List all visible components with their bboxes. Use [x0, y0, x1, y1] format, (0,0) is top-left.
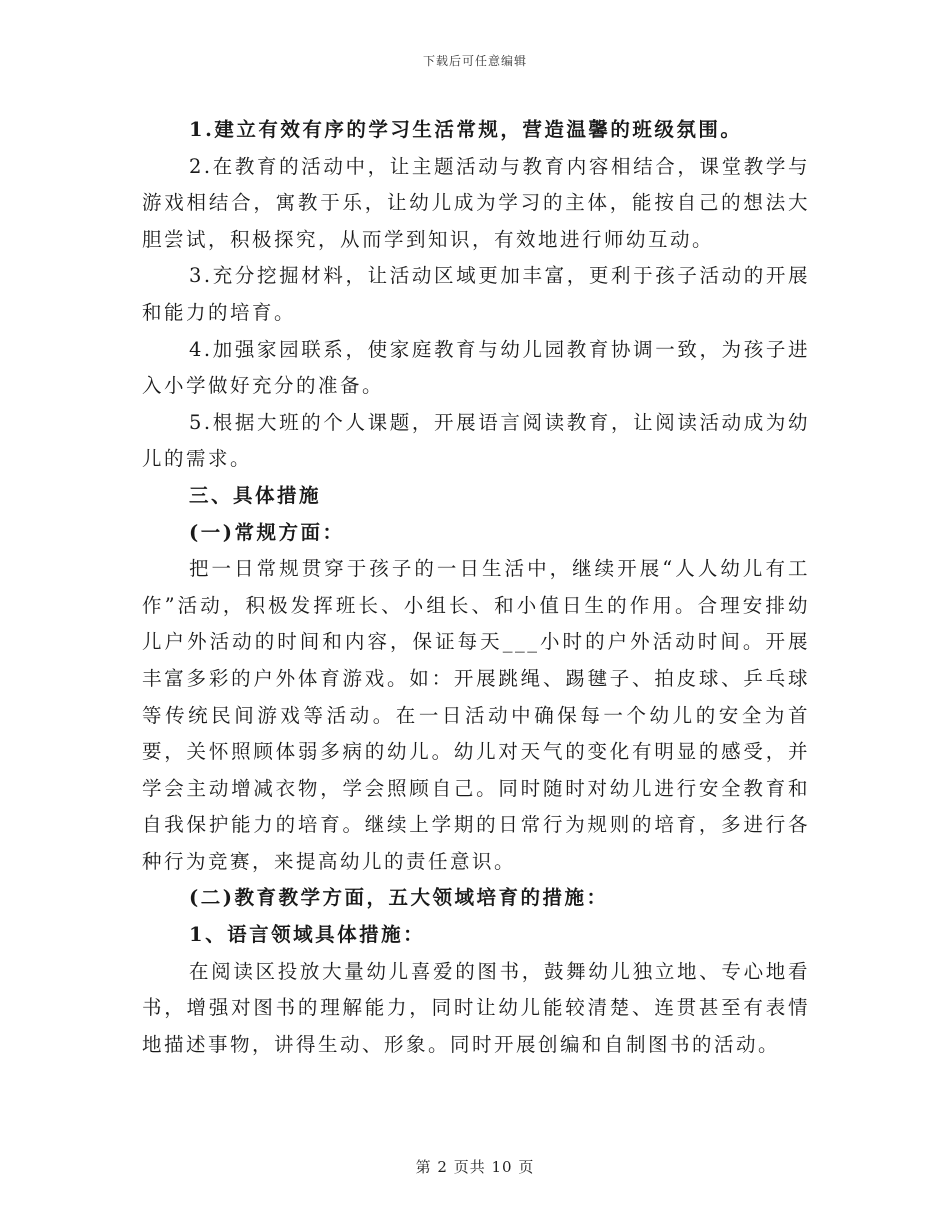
page-number-footer: 第 2 页共 10 页 [415, 1158, 535, 1176]
goal-5-paragraph: 5.根据大班的个人课题，开展语言阅读教育，让阅读活动成为幼儿的需求。 [142, 410, 810, 471]
goal-2-paragraph: 2.在教育的活动中，让主题活动与教育内容相结合，课堂教学与游戏相结合，寓教于乐，让幼儿成为学习的主体，能按自己的想法大胆尝试，积极探究，从而学到知识，有效地进行师幼互动。 [142, 154, 810, 251]
language-domain-subheading: 1、语言领域具体措施： [189, 923, 426, 947]
language-domain-paragraph: 在阅读区投放大量幼儿喜爱的图书，鼓舞幼儿独立地、专心地看书，增强对图书的理解能力，同时让幼儿能较清楚、连贯甚至有表情地描述事物，讲得生动、形象。同时开展创编和自制图书的活动。 [142, 959, 810, 1056]
section-3-heading: 三、具体措施 [189, 483, 322, 507]
goal-3-paragraph: 3.充分挖掘材料，让活动区域更加丰富，更利于孩子活动的开展和能力的培育。 [142, 264, 810, 324]
routine-subheading: (一)常规方面： [189, 520, 345, 544]
routine-paragraph: 把一日常规贯穿于孩子的一日生活中，继续开展“人人幼儿有工作”活动，积极发挥班长、小组长、和小值日生的作用。合理安排幼儿户外活动的时间和内容，保证每天___小时的户外活动时间。开展丰富多彩的户外体育游戏。如：开展跳绳、踢毽子、拍皮球、乒乓球等传统民间游戏等活动。在一日活动中确保每一个幼儿的安全为首要，关怀照顾体弱多病的幼儿。幼儿对天气的变化有明显的感受，并学会主动增减衣物，学会照顾自己。同时随时对幼儿进行安全教育和自我保护能力的培育。继续上学期的日常行为规则的培育，多进行各种行为竞赛，来提高幼儿的责任意识。 [142, 557, 810, 873]
goal-1-heading: 1.建立有效有序的学习生活常规，营造温馨的班级氛围。 [189, 118, 743, 141]
page-header-note: 下载后可任意编辑 [422, 54, 527, 68]
goal-4-paragraph: 4.加强家园联系，使家庭教育与幼儿园教育协调一致，为孩子进入小学做好充分的准备。 [142, 337, 810, 398]
document-body [142, 112, 810, 1063]
teaching-subheading: (二)教育教学方面，五大领域培育的措施： [189, 886, 609, 910]
